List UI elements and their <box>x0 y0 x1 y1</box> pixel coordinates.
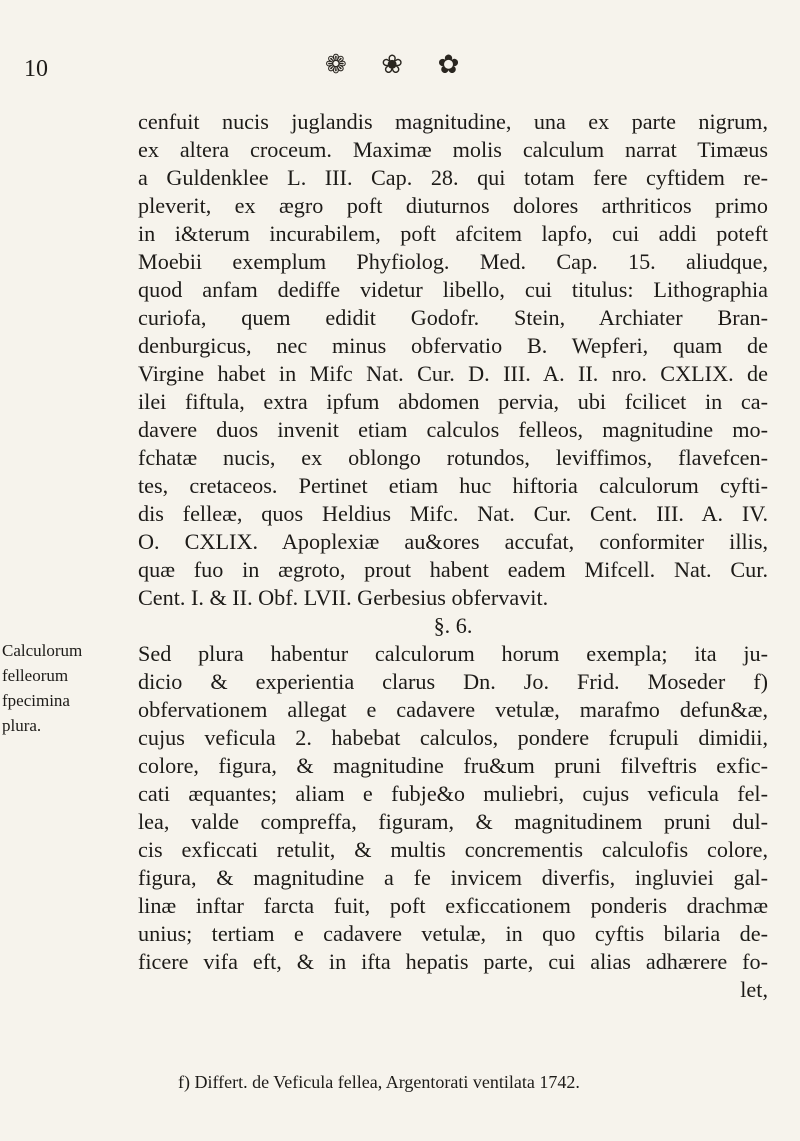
main-text <box>138 108 768 1004</box>
text-line: fchatæ nucis, ex oblongo rotundos, leviffimos, flavefcen- <box>138 445 768 470</box>
header-ornament-icon: ❁ ❀ ✿ <box>325 50 474 79</box>
text-line: O. CXLIX. Apoplexiæ au&ores accufat, conformiter illis, <box>138 529 768 554</box>
text-line: a Guldenklee L. III. Cap. 28. qui totam fere cyftidem re- <box>138 165 768 190</box>
text-line: lea, valde compreffa, figuram, & magnitudinem pruni dul- <box>138 809 768 834</box>
text-line: Cent. I. & II. Obf. LVII. Gerbesius obfervavit. <box>138 585 549 610</box>
text-line: tes, cretaceos. Pertinet etiam huc hiftoria calculorum cyfti- <box>138 473 768 498</box>
text-line: in i&terum incurabilem, poft afcitem lapfo, cui addi poteft <box>138 221 768 246</box>
margin-note-line: fpecimina <box>2 691 70 710</box>
text-line: ex altera croceum. Maximæ molis calculum narrat Timæus <box>138 137 768 162</box>
text-line: Moebii exemplum Phyfiolog. Med. Cap. 15. aliudque, <box>138 249 768 274</box>
text-line: obfervationem allegat e cadavere vetulæ, marafmo defun&æ, <box>138 697 768 722</box>
margin-note-line: plura. <box>2 716 42 735</box>
text-line: dicio & experientia clarus Dn. Jo. Frid. Moseder f) <box>138 669 768 694</box>
text-line: unius; tertiam e cadavere vetulæ, in quo cyftis bilaria de- <box>138 921 768 946</box>
text-line: denburgicus, nec minus obfervatio B. Wepferi, quam de <box>138 333 768 358</box>
margin-note-line: Calculorum <box>2 641 83 660</box>
catchword: let, <box>740 977 768 1002</box>
text-line: cati æquantes; aliam e fubje&o muliebri, cujus veficula fel- <box>138 781 768 806</box>
text-line: davere duos invenit etiam calculos felleos, magnitudine mo- <box>138 417 768 442</box>
text-line: quæ fuo in ægroto, prout habent eadem Mifcell. Nat. Cur. <box>138 557 768 582</box>
margin-note <box>2 638 132 738</box>
section-heading: §. 6. <box>433 613 473 638</box>
text-line: dis felleæ, quos Heldius Mifc. Nat. Cur. Cent. III. A. IV. <box>138 501 768 526</box>
margin-note-line: felleorum <box>2 666 69 685</box>
text-line: cujus veficula 2. habebat calculos, pondere fcrupuli dimidii, <box>138 725 768 750</box>
footnote: f) Differt. de Veficula fellea, Argentorati ventilata 1742. <box>178 1072 580 1092</box>
text-line: Sed plura habentur calculorum horum exempla; ita ju- <box>138 641 768 666</box>
text-line: curiofa, quem edidit Godofr. Stein, Archiater Bran- <box>138 305 768 330</box>
text-line: ilei fiftula, extra ipfum abdomen pervia, ubi fcilicet in ca- <box>138 389 768 414</box>
text-line: quod anfam dediffe videtur libello, cui titulus: Lithographia <box>138 277 768 302</box>
page-header <box>20 50 720 90</box>
text-line: colore, figura, & magnitudine fru&um pruni filveftris exfic- <box>138 753 768 778</box>
text-line: linæ inftar farcta fuit, poft exficcationem ponderis drachmæ <box>138 893 768 918</box>
text-line: pleverit, ex ægro poft diuturnos dolores arthriticos primo <box>138 193 768 218</box>
text-line: cis exficcati retulit, & multis concrementis calculofis colore, <box>138 837 768 862</box>
text-line: figura, & magnitudine a fe invicem diverfis, ingluviei gal- <box>138 865 768 890</box>
text-line: Virgine habet in Mifc Nat. Cur. D. III. A. II. nro. CXLIX. de <box>138 361 768 386</box>
page-number: 10 <box>24 56 48 82</box>
text-line: cenfuit nucis juglandis magnitudine, una ex parte nigrum, <box>138 109 768 134</box>
text-line: ficere vifa eft, & in ifta hepatis parte, cui alias adhærere fo- <box>138 949 768 974</box>
